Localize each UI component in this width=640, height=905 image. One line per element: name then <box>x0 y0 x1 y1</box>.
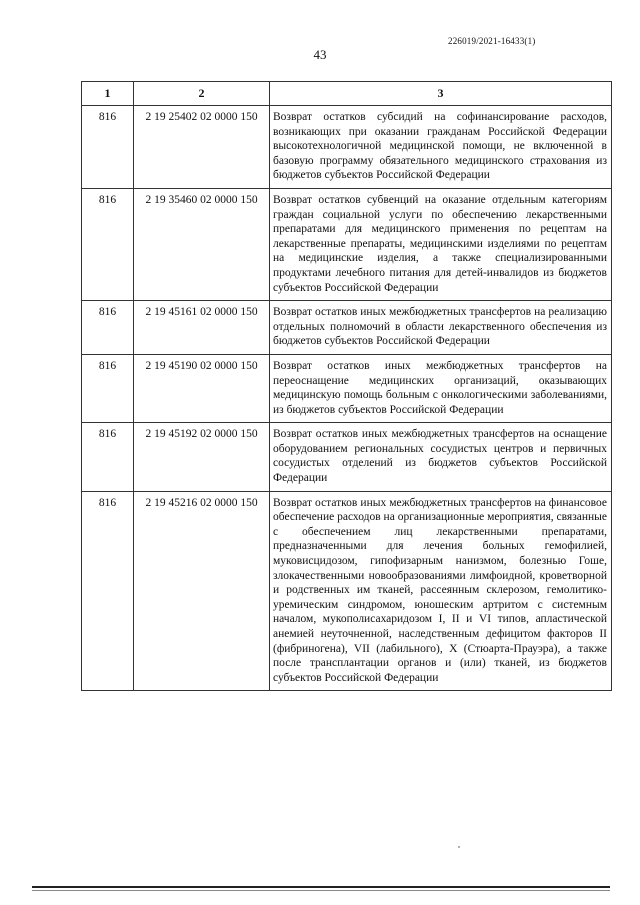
income-description-cell: Возврат остатков иных межбюджетных трансфертов на оснащение оборудованием региональных сосудистых центров и первичных сосудистых отделений из бюджетов субъектов Российской Федерации <box>270 423 612 491</box>
admin-code-cell: 816 <box>82 354 134 422</box>
budget-classification-code-cell: 2 19 35460 02 0000 150 <box>134 188 270 300</box>
table-row <box>82 354 612 422</box>
column-header-1: 1 <box>82 82 134 106</box>
document-registration-number: 226019/2021-16433(1) <box>448 36 536 46</box>
column-header-3: 3 <box>270 82 612 106</box>
table-header-row <box>82 82 612 106</box>
column-header-2: 2 <box>134 82 270 106</box>
income-description-cell: Возврат остатков иных межбюджетных трансфертов на переоснащение медицинских организаций, оказывающих медицинскую помощь больным с онкологическими заболеваниями, из бюджетов субъектов Российской Федерации <box>270 354 612 422</box>
budget-codes-table <box>81 81 612 691</box>
footer-rule <box>32 886 610 888</box>
admin-code-cell: 816 <box>82 491 134 691</box>
budget-classification-code-cell: 2 19 45216 02 0000 150 <box>134 491 270 691</box>
table-row <box>82 491 612 691</box>
admin-code-cell: 816 <box>82 106 134 189</box>
scan-speck <box>458 846 460 848</box>
income-description-cell: Возврат остатков субвенций на оказание отдельным категориям граждан социальной услуги по обеспечению лекарственными препаратами для медицинского применения по рецептам на лекарственные препараты, медицинскими изделиями по рецептам на медицинские изделия, а также специализированными продуктами лечебного питания для детей-инвалидов из бюджетов субъектов Российской Федерации <box>270 188 612 300</box>
page-number: 43 <box>313 47 327 62</box>
table-row <box>82 423 612 491</box>
income-description-cell: Возврат остатков субсидий на софинансирование расходов, возникающих при оказании гражданам Российской Федерации высокотехнологичной медицинской помощи, не включенной в базовую программу обязательного медицинского страхования из бюджетов субъектов Российской Федерации <box>270 106 612 189</box>
budget-classification-code-cell: 2 19 45190 02 0000 150 <box>134 354 270 422</box>
table-row <box>82 106 612 189</box>
footer-rule-thin <box>32 890 610 891</box>
budget-classification-code-cell: 2 19 45192 02 0000 150 <box>134 423 270 491</box>
admin-code-cell: 816 <box>82 301 134 355</box>
admin-code-cell: 816 <box>82 423 134 491</box>
income-description-cell: Возврат остатков иных межбюджетных трансфертов на финансовое обеспечение расходов на организационные мероприятия, связанные с обеспечением лиц лекарственными препаратами, предназначенными для лечения больных гемофилией, муковисцидозом, гипофизарным нанизмом, болезнью Гоше, злокачественными новообразованиями лимфоидной, кроветворной и родственных им тканей, рассеянным склерозом, гемолитико-уремическим синдромом, юношеским артритом с системным началом, мукополисахаридозом I, II и VI типов, апластической анемией неуточненной, наследственным дефицитом факторов II (фибриногена), VII (лабильного), X (Стюарта-Прауэра), а также после трансплантации органов и (или) тканей, из бюджетов субъектов Российской Федерации <box>270 491 612 691</box>
budget-classification-code-cell: 2 19 25402 02 0000 150 <box>134 106 270 189</box>
table-row <box>82 188 612 300</box>
admin-code-cell: 816 <box>82 188 134 300</box>
table-row <box>82 301 612 355</box>
income-description-cell: Возврат остатков иных межбюджетных трансфертов на реализацию отдельных полномочий в области лекарственного обеспечения из бюджетов субъектов Российской Федерации <box>270 301 612 355</box>
budget-classification-code-cell: 2 19 45161 02 0000 150 <box>134 301 270 355</box>
